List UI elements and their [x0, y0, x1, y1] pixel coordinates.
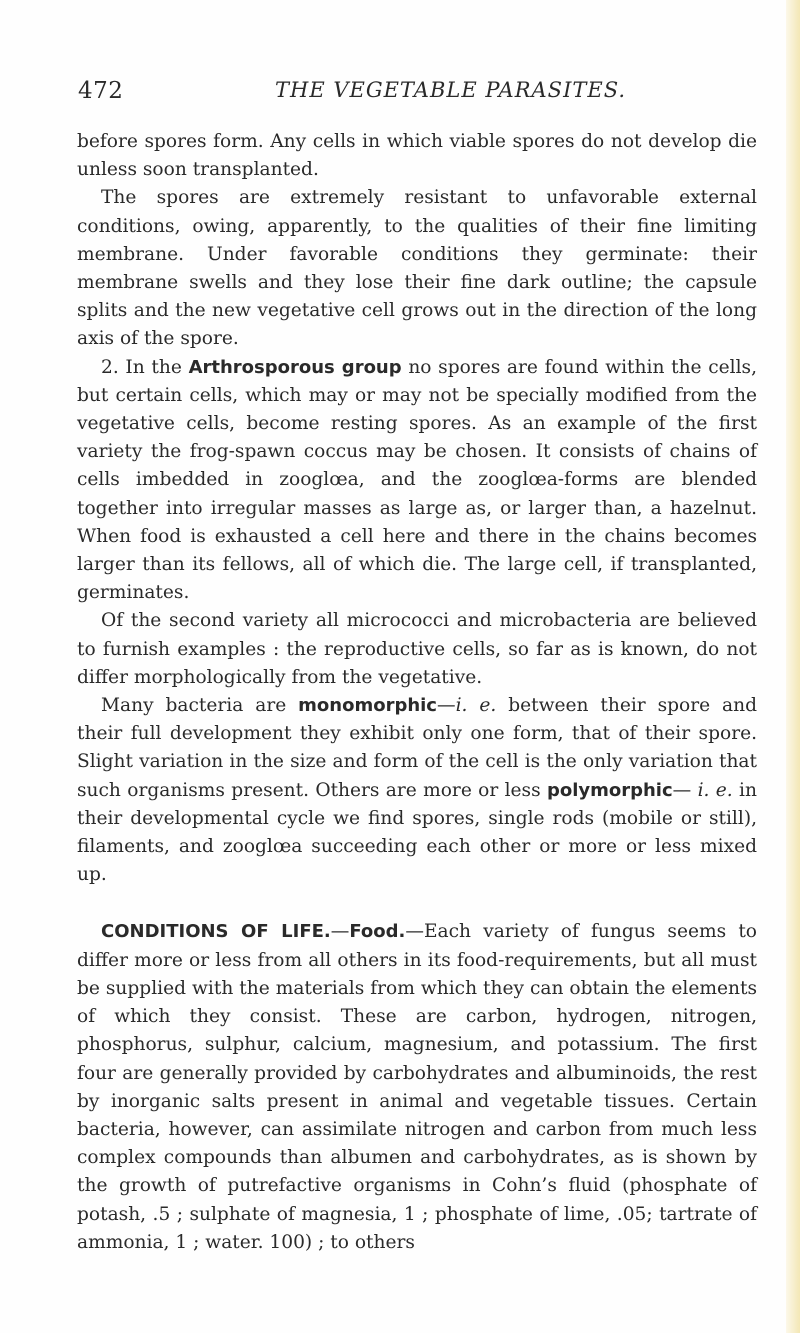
text-segment: no spores are found within the cells, but certain cells, which may or may not be specially modified from the vegetative cells, become resting spores. As an example of the first variety the frog-spawn coccus may be chosen. It consists of chains of cells imbedded in zooglœa, and the zooglœa-forms are blended together into irregular masses as large as, or larger than, a hazelnut. When food is exhausted a cell here and there in the chains becomes larger than its fellows, all of which die. The large cell, if transplanted, germinates. — [77, 356, 757, 604]
text-segment: — — [672, 779, 698, 801]
text-segment: Many bacteria are — [101, 695, 299, 717]
text-segment: The spores are extremely resistant to unfavorable external conditions, owing, apparently, to the qualities of their fine limiting membrane. Under favorable conditions they germinate: their membrane swells and they lose their fine dark outline; the capsule splits and the new vegetative cell grows out in the direction of the long axis of the spore. — [77, 187, 757, 350]
paragraph-4 — [77, 607, 757, 692]
text-segment: — — [436, 695, 456, 717]
paragraph-5 — [77, 692, 757, 889]
section-heading-conditions-of-life: CONDITIONS OF LIFE. — [101, 921, 331, 943]
body-text — [77, 128, 757, 1257]
paragraph-6 — [77, 918, 757, 1256]
subheading-food: Food. — [349, 921, 406, 943]
text-segment: in their developmental cycle we find spores, single rods (mobile or still), filaments, and zooglœa succeeding each other or more or less mixed up. — [77, 779, 757, 886]
page-number: 472 — [78, 78, 124, 104]
bold-term-monomorphic: monomorphic — [298, 695, 437, 717]
italic-ie: i. e. — [455, 695, 497, 717]
running-title: THE VEGETABLE PARASITES. — [275, 78, 627, 102]
page-edge — [786, 0, 800, 1333]
paragraph-1 — [77, 128, 757, 184]
paragraph-3 — [77, 354, 757, 608]
text-segment: 2. In the — [101, 356, 189, 378]
paragraph-2 — [77, 184, 757, 353]
page-header — [78, 78, 718, 112]
text-segment: before spores form. Any cells in which viable spores do not develop die unless soon transplanted. — [77, 131, 757, 181]
bold-term-arthrosporous: Arthrosporous group — [188, 356, 402, 378]
text-segment: between their spore and their full development they exhibit only one form, that of their spore. Slight variation in the size and form of the cell is the only variation that such organisms present. Others are more or less — [77, 695, 758, 801]
text-segment: — — [330, 921, 350, 943]
text-segment: —Each variety of fungus seems to differ more or less from all others in its food-requirements, but all must be supplied with the materials from which they can obtain the elements of which they consist. These are carbon, hydrogen, nitrogen, phosphorus, sulphur, calcium, magnesium, and potassium. The first four are generally provided by carbohydrates and albuminoids, the rest by inorganic salts present in animal and vegetable tissues. Certain bacteria, however, can assimilate nitrogen and carbon from much less complex compounds than albumen and carbohydrates, as is shown by the growth of putrefactive organisms in Cohn’s fluid (phosphate of potash, .5 ; sulphate of magnesia, 1 ; phosphate of lime, .05; tartrate of ammonia, 1 ; water. 100) ; to others — [77, 921, 757, 1253]
italic-ie: i. e. — [697, 779, 733, 801]
text-segment: Of the second variety all micrococci and microbacteria are believed to furnish examples : the reproductive cells, so far as is known, do not differ morphologically from the vegetative. — [77, 610, 757, 688]
bold-term-polymorphic: polymorphic — [546, 779, 673, 801]
